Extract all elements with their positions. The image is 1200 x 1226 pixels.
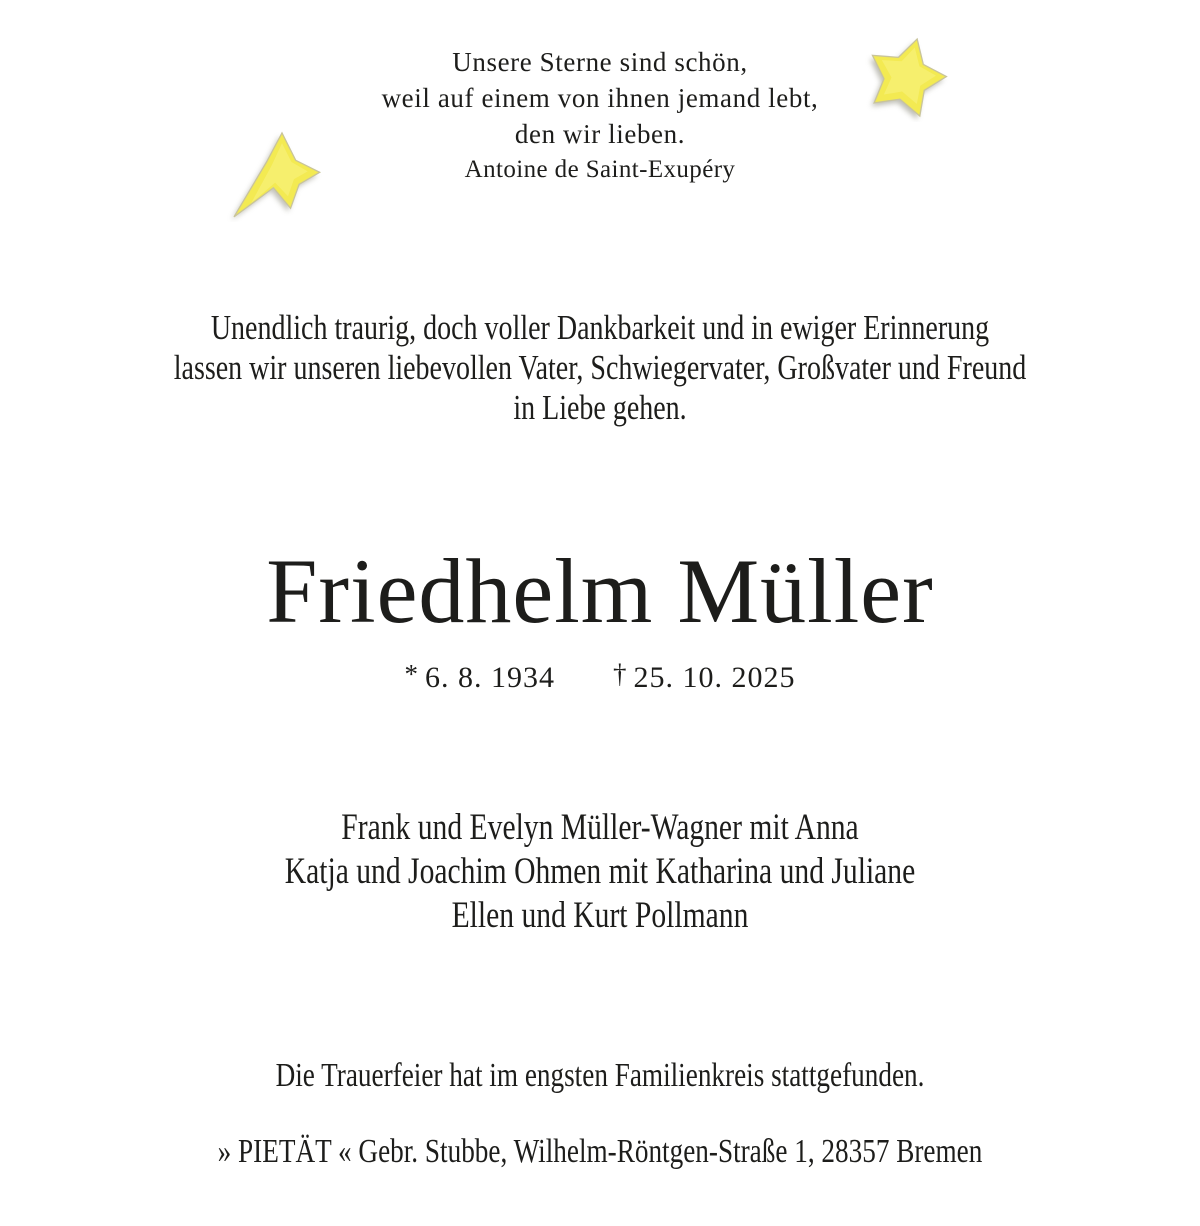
mourners-list bbox=[120, 806, 1080, 938]
birth-star-symbol: * bbox=[404, 659, 419, 689]
funeral-note: Die Trauerfeier hat im engsten Familienkreis stattgefunden. bbox=[275, 1057, 925, 1094]
quote-attribution: Antoine de Saint-Exupéry bbox=[464, 156, 736, 183]
mourners-line: Frank und Evelyn Müller-Wagner mit Anna bbox=[341, 807, 859, 848]
mourners-line: Katja und Joachim Ohmen mit Katharina und Juliane bbox=[284, 851, 916, 892]
birth-date bbox=[405, 654, 556, 698]
star-icon-top-right bbox=[856, 34, 956, 122]
quote-line: Unsere Sterne sind schön, bbox=[452, 47, 748, 77]
death-cross-symbol: † bbox=[613, 659, 628, 689]
intro-line: Unendlich traurig, doch voller Dankbarkeit und in ewiger Erinnerung bbox=[210, 308, 990, 347]
intro-line: in Liebe gehen. bbox=[513, 388, 687, 427]
birth-date-value: 6. 8. 1934 bbox=[425, 661, 555, 694]
mourners-line: Ellen und Kurt Pollmann bbox=[451, 895, 749, 936]
quote-line: weil auf einem von ihnen jemand lebt, bbox=[381, 83, 819, 113]
quote-block bbox=[0, 44, 1200, 188]
deceased-name: Friedhelm Müller bbox=[266, 540, 934, 642]
quote-line: den wir lieben. bbox=[514, 119, 686, 149]
life-dates bbox=[0, 654, 1200, 698]
death-date-value: 25. 10. 2025 bbox=[633, 661, 796, 694]
death-date bbox=[613, 654, 796, 698]
funeral-home-line: » PIETÄT « Gebr. Stubbe, Wilhelm-Röntgen-Straße 1, 28357 Bremen bbox=[217, 1133, 983, 1170]
intro-line: lassen wir unseren liebevollen Vater, Schwiegervater, Großvater und Freund bbox=[173, 348, 1027, 387]
star-icon-left bbox=[226, 126, 326, 222]
intro-paragraph bbox=[120, 308, 1080, 428]
